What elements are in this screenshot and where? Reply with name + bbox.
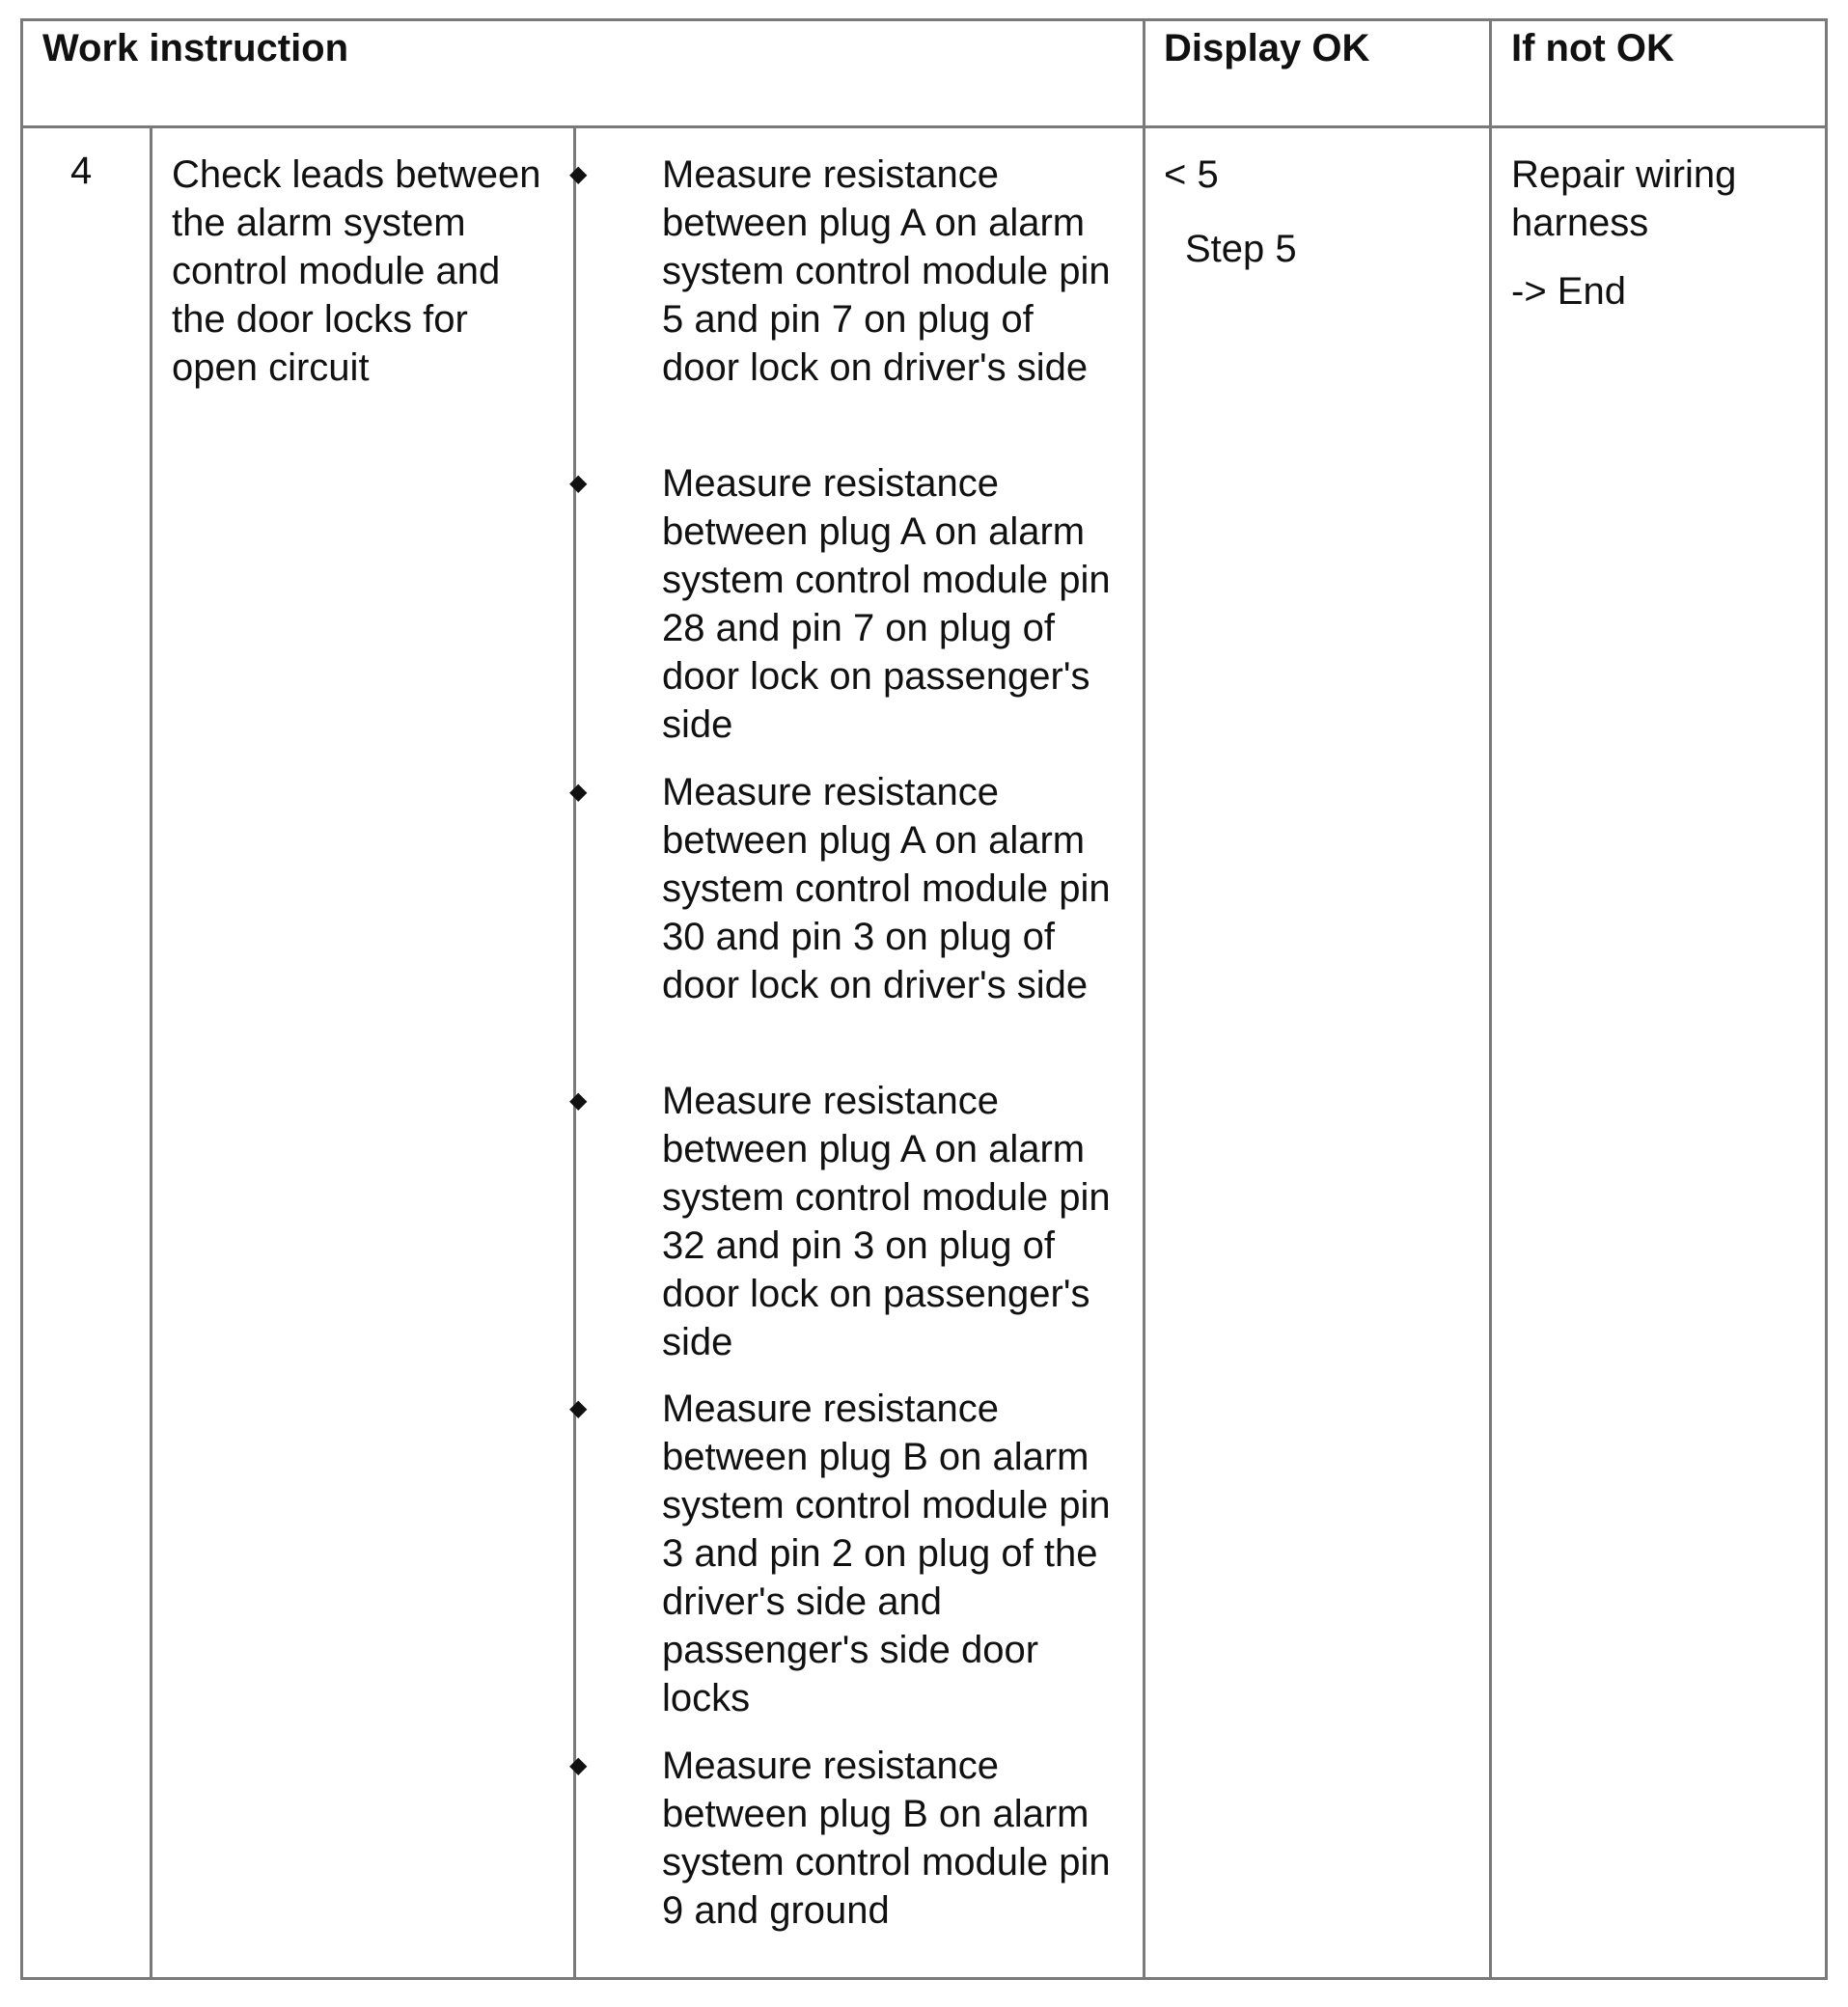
column-divider-display <box>1143 18 1145 1980</box>
if-not-ok-action: Repair wiring harness <box>1511 153 1737 244</box>
measurement-item <box>569 151 1124 440</box>
measurement-item <box>569 768 1124 1058</box>
header-work-instruction: Work instruction <box>42 27 349 69</box>
measurement-item <box>569 1742 1124 1935</box>
measurement-item <box>569 1385 1124 1722</box>
step-description: Check leads between the alarm system control module and the door locks for open circuit <box>172 153 541 389</box>
measurement-text: Measure resistance between plug A on alarm system control module pin 28 and pin 7 on plug of door lock on passenger's side <box>662 462 1111 746</box>
column-divider-step <box>150 127 152 1980</box>
measurement-item <box>569 459 1124 749</box>
measurement-text: Measure resistance between plug B on alarm system control module pin 3 and pin 2 on plug of the driver's side and passenger's side door locks <box>662 1388 1111 1719</box>
display-ok-next-step: Step 5 <box>1185 228 1297 270</box>
diamond-bullet-icon: ◆ <box>569 161 588 187</box>
header-display-ok: Display OK <box>1164 27 1370 69</box>
diamond-bullet-icon: ◆ <box>569 1087 588 1113</box>
diamond-bullet-icon: ◆ <box>569 779 588 805</box>
if-not-ok-next: -> End <box>1511 270 1626 313</box>
measurement-text: Measure resistance between plug B on alarm system control module pin 9 and ground <box>662 1745 1111 1932</box>
header-divider <box>20 125 1828 128</box>
measurement-item <box>569 1077 1124 1366</box>
diamond-bullet-icon: ◆ <box>569 470 588 496</box>
diamond-bullet-icon: ◆ <box>569 1752 588 1778</box>
diamond-bullet-icon: ◆ <box>569 1395 588 1421</box>
measurement-text: Measure resistance between plug A on alarm system control module pin 5 and pin 7 on plug of door lock on driver's side <box>662 153 1111 389</box>
column-divider-ifnot <box>1489 18 1492 1980</box>
header-if-not-ok: If not OK <box>1511 27 1674 69</box>
measurement-text: Measure resistance between plug A on alarm system control module pin 30 and pin 3 on plug of door lock on driver's side <box>662 771 1111 1006</box>
display-ok-value: < 5 <box>1164 153 1219 196</box>
step-number: 4 <box>70 150 93 192</box>
measurement-text: Measure resistance between plug A on alarm system control module pin 32 and pin 3 on plug of door lock on passenger's side <box>662 1080 1111 1363</box>
